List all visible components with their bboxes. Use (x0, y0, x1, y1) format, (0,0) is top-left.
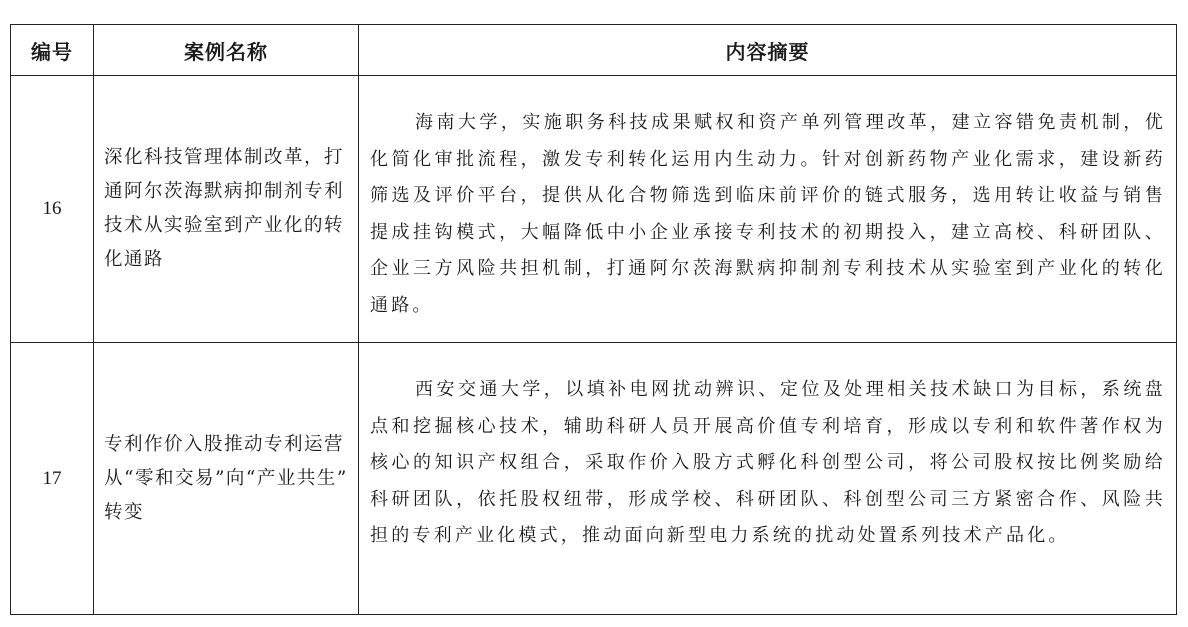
case-table (10, 24, 1177, 615)
table-row (11, 343, 1177, 615)
case-name-cell (94, 343, 359, 615)
header-case-name: 案例名称 (94, 25, 359, 76)
case-summary-cell (359, 343, 1177, 615)
table-row (11, 76, 1177, 343)
case-summary: 西安交通大学，以填补电网扰动辨识、定位及处理相关技术缺口为目标，系统盘点和挖掘核心技术，辅助科研人员开展高价值专利培育，形成以专利和软件著作权为核心的知识产权组合，采取作价入股方式孵化科创型公司，将公司股权按比例奖励给科研团队，依托股权纽带，形成学校、科研团队、科创型公司三方紧密合作、风险共担的专利产业化模式，推动面向新型电力系统的扰动处置系列技术产品化。 (370, 379, 1166, 546)
case-name-cell (94, 76, 359, 343)
header-number: 编号 (11, 25, 94, 76)
case-name: 专利作价入股推动专利运营从“零和交易”向“产业共生” 转变 (104, 433, 348, 523)
case-number: 16 (11, 76, 94, 343)
case-number: 17 (11, 343, 94, 615)
case-summary: 海南大学，实施职务科技成果赋权和资产单列管理改革，建立容错免责机制，优化简化审批流程，激发专利转化运用内生动力。针对创新药物产业化需求，建设新药筛选及评价平台，提供从化合物筛选到临床前评价的链式服务，选用转让收益与销售提成挂钩模式，大幅降低中小企业承接专利技术的初期投入，建立高校、科研团队、企业三方风险共担机制，打通阿尔茨海默病抑制剂专利技术从实验室到产业化的转化通路。 (370, 112, 1166, 316)
table-header-row (11, 25, 1177, 76)
case-name: 深化科技管理体制改革，打通阿尔茨海默病抑制剂专利技术从实验室到产业化的转化通路 (104, 147, 345, 270)
case-summary-cell (359, 76, 1177, 343)
header-summary: 内容摘要 (359, 25, 1177, 76)
